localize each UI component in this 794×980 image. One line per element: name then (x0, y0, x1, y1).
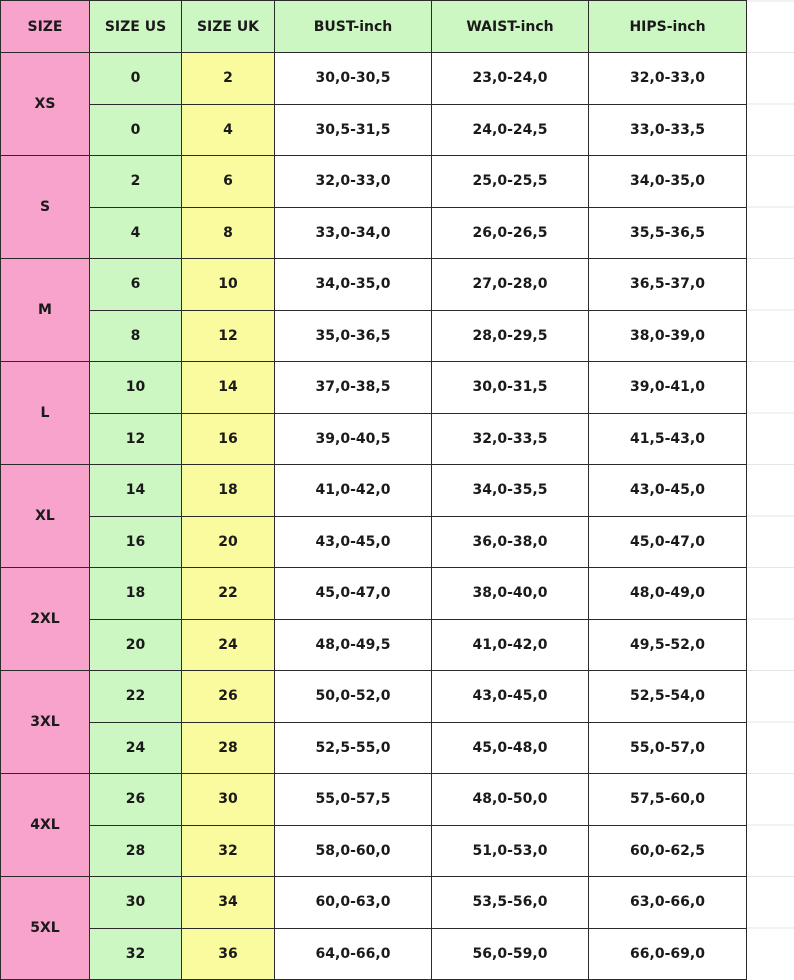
hips-cell: 55,0-57,0 (589, 722, 747, 774)
size-us-cell: 22 (90, 671, 182, 723)
size-uk-cell: 20 (182, 516, 275, 568)
waist-cell: 34,0-35,5 (432, 465, 589, 517)
size-us-cell: 4 (90, 207, 182, 259)
size-us-cell: 16 (90, 516, 182, 568)
header-hips: HIPS-inch (589, 1, 747, 53)
size-uk-cell: 8 (182, 207, 275, 259)
size-us-cell: 14 (90, 465, 182, 517)
size-uk-cell: 34 (182, 877, 275, 929)
waist-cell: 26,0-26,5 (432, 207, 589, 259)
size-uk-cell: 16 (182, 413, 275, 465)
bust-cell: 35,0-36,5 (275, 310, 432, 362)
header-bust: BUST-inch (275, 1, 432, 53)
bust-cell: 33,0-34,0 (275, 207, 432, 259)
hips-cell: 34,0-35,0 (589, 156, 747, 208)
size-us-cell: 8 (90, 310, 182, 362)
bust-cell: 45,0-47,0 (275, 568, 432, 620)
header-size-uk: SIZE UK (182, 1, 275, 53)
bust-cell: 41,0-42,0 (275, 465, 432, 517)
hips-cell: 38,0-39,0 (589, 310, 747, 362)
hips-cell: 63,0-66,0 (589, 877, 747, 929)
table-row (1, 207, 747, 259)
waist-cell: 56,0-59,0 (432, 928, 589, 980)
size-uk-cell: 24 (182, 619, 275, 671)
waist-cell: 43,0-45,0 (432, 671, 589, 723)
size-uk-cell: 22 (182, 568, 275, 620)
hips-cell: 60,0-62,5 (589, 825, 747, 877)
waist-cell: 24,0-24,5 (432, 104, 589, 156)
header-waist: WAIST-inch (432, 1, 589, 53)
bust-cell: 58,0-60,0 (275, 825, 432, 877)
waist-cell: 38,0-40,0 (432, 568, 589, 620)
size-uk-cell: 18 (182, 465, 275, 517)
table-row (1, 413, 747, 465)
waist-cell: 36,0-38,0 (432, 516, 589, 568)
waist-cell: 48,0-50,0 (432, 774, 589, 826)
table-row (1, 259, 747, 311)
size-label-cell: S (1, 156, 90, 259)
header-size: SIZE (1, 1, 90, 53)
waist-cell: 27,0-28,0 (432, 259, 589, 311)
hips-cell: 33,0-33,5 (589, 104, 747, 156)
waist-cell: 32,0-33,5 (432, 413, 589, 465)
table-row (1, 722, 747, 774)
size-uk-cell: 14 (182, 362, 275, 414)
size-us-cell: 30 (90, 877, 182, 929)
bust-cell: 39,0-40,5 (275, 413, 432, 465)
waist-cell: 23,0-24,0 (432, 53, 589, 105)
table-row (1, 825, 747, 877)
size-us-cell: 2 (90, 156, 182, 208)
hips-cell: 57,5-60,0 (589, 774, 747, 826)
table-row (1, 362, 747, 414)
size-uk-cell: 12 (182, 310, 275, 362)
size-label-cell: XL (1, 465, 90, 568)
size-label-cell: 4XL (1, 774, 90, 877)
waist-cell: 41,0-42,0 (432, 619, 589, 671)
bust-cell: 43,0-45,0 (275, 516, 432, 568)
bust-cell: 34,0-35,0 (275, 259, 432, 311)
size-uk-cell: 28 (182, 722, 275, 774)
size-label-cell: M (1, 259, 90, 362)
hips-cell: 43,0-45,0 (589, 465, 747, 517)
hips-cell: 52,5-54,0 (589, 671, 747, 723)
waist-cell: 28,0-29,5 (432, 310, 589, 362)
bust-cell: 52,5-55,0 (275, 722, 432, 774)
size-us-cell: 32 (90, 928, 182, 980)
waist-cell: 53,5-56,0 (432, 877, 589, 929)
size-us-cell: 26 (90, 774, 182, 826)
size-uk-cell: 10 (182, 259, 275, 311)
bust-cell: 32,0-33,0 (275, 156, 432, 208)
size-uk-cell: 36 (182, 928, 275, 980)
hips-cell: 66,0-69,0 (589, 928, 747, 980)
size-us-cell: 10 (90, 362, 182, 414)
size-label-cell: XS (1, 53, 90, 156)
table-row (1, 156, 747, 208)
bust-cell: 50,0-52,0 (275, 671, 432, 723)
bust-cell: 60,0-63,0 (275, 877, 432, 929)
hips-cell: 41,5-43,0 (589, 413, 747, 465)
size-us-cell: 24 (90, 722, 182, 774)
size-uk-cell: 30 (182, 774, 275, 826)
table-row (1, 516, 747, 568)
size-us-cell: 18 (90, 568, 182, 620)
size-uk-cell: 32 (182, 825, 275, 877)
size-label-cell: 5XL (1, 877, 90, 980)
size-label-cell: L (1, 362, 90, 465)
bust-cell: 48,0-49,5 (275, 619, 432, 671)
hips-cell: 35,5-36,5 (589, 207, 747, 259)
table-row (1, 568, 747, 620)
waist-cell: 45,0-48,0 (432, 722, 589, 774)
hips-cell: 36,5-37,0 (589, 259, 747, 311)
bust-cell: 55,0-57,5 (275, 774, 432, 826)
waist-cell: 30,0-31,5 (432, 362, 589, 414)
waist-cell: 51,0-53,0 (432, 825, 589, 877)
hips-cell: 45,0-47,0 (589, 516, 747, 568)
size-label-cell: 2XL (1, 568, 90, 671)
table-row (1, 465, 747, 517)
bust-cell: 37,0-38,5 (275, 362, 432, 414)
header-row (1, 1, 747, 53)
table-row (1, 310, 747, 362)
table-row (1, 877, 747, 929)
size-us-cell: 20 (90, 619, 182, 671)
waist-cell: 25,0-25,5 (432, 156, 589, 208)
table-row (1, 774, 747, 826)
table-row (1, 53, 747, 105)
size-uk-cell: 6 (182, 156, 275, 208)
table-row (1, 619, 747, 671)
table-row (1, 104, 747, 156)
bust-cell: 30,5-31,5 (275, 104, 432, 156)
table-row (1, 928, 747, 980)
size-chart-body (1, 53, 747, 980)
hips-cell: 48,0-49,0 (589, 568, 747, 620)
size-uk-cell: 26 (182, 671, 275, 723)
header-size-us: SIZE US (90, 1, 182, 53)
size-us-cell: 6 (90, 259, 182, 311)
size-uk-cell: 2 (182, 53, 275, 105)
size-us-cell: 0 (90, 53, 182, 105)
size-us-cell: 0 (90, 104, 182, 156)
size-label-cell: 3XL (1, 671, 90, 774)
size-us-cell: 12 (90, 413, 182, 465)
size-us-cell: 28 (90, 825, 182, 877)
hips-cell: 32,0-33,0 (589, 53, 747, 105)
bust-cell: 64,0-66,0 (275, 928, 432, 980)
size-uk-cell: 4 (182, 104, 275, 156)
spreadsheet-gridlines (746, 0, 794, 979)
bust-cell: 30,0-30,5 (275, 53, 432, 105)
hips-cell: 49,5-52,0 (589, 619, 747, 671)
table-row (1, 671, 747, 723)
hips-cell: 39,0-41,0 (589, 362, 747, 414)
